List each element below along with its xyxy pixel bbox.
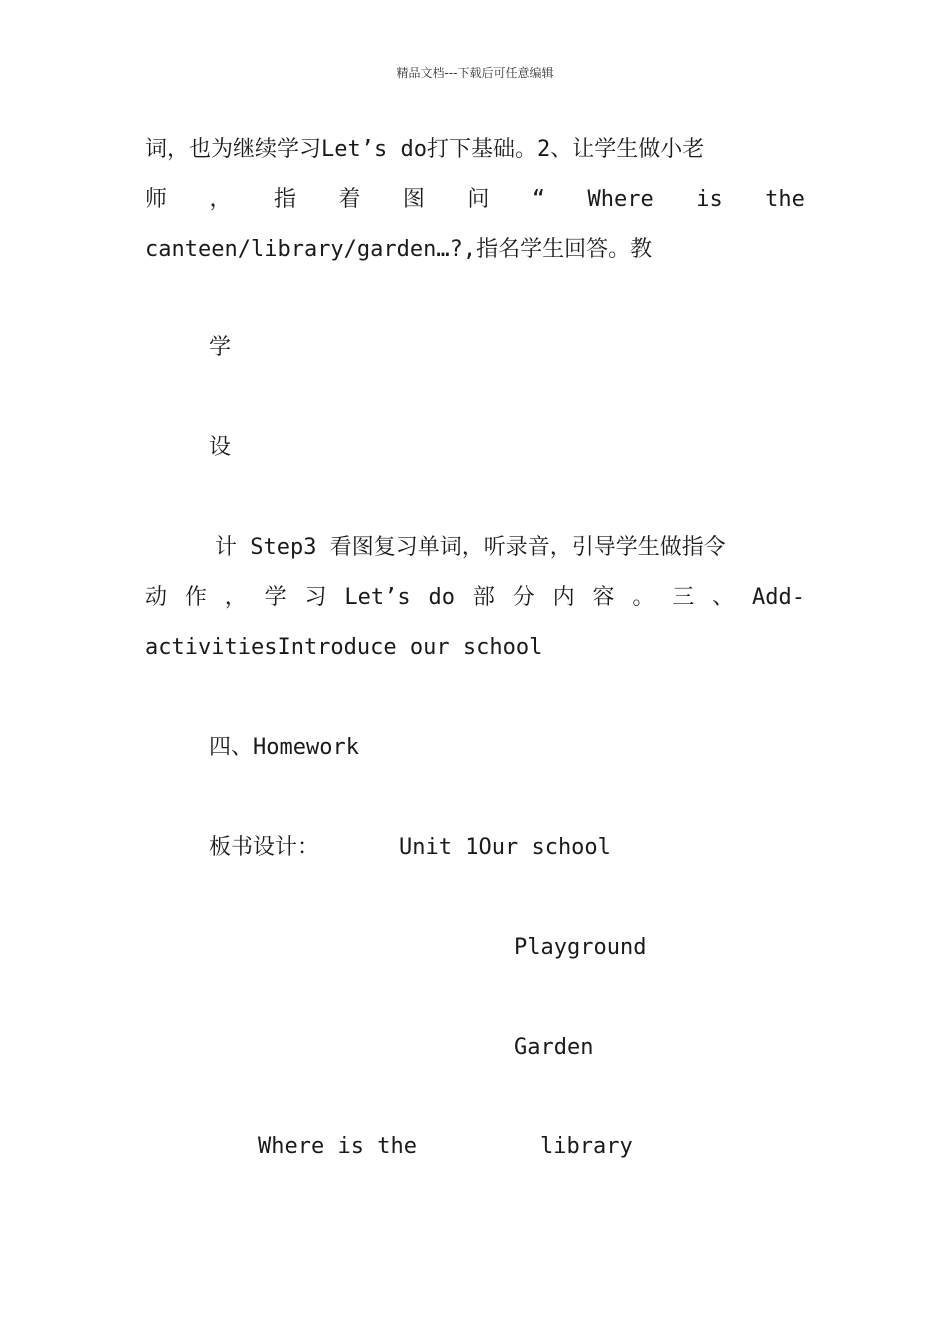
paragraph-2-line-2-token: do	[428, 585, 455, 610]
paragraph-2-line-2-token: Let’s	[344, 585, 411, 610]
vertical-label-char-2: 设	[209, 435, 232, 460]
paragraph-2-line-2-token: 学	[264, 585, 287, 610]
paragraph-2-line-1-text: Step3 看图复习单词，听录音，引导学生做指令	[250, 535, 726, 560]
paragraph-2-line-2-token: 容	[592, 585, 615, 610]
paragraph-2-line-2-token: 。	[632, 585, 655, 610]
paragraph-2-line-1	[145, 523, 805, 573]
paragraph-2-line-2-token: 动	[145, 585, 168, 610]
paragraph-1-line-2-token: “	[531, 187, 546, 212]
paragraph-1-line-1: 词，也为继续学习Let’s do打下基础。2、让学生做小老	[145, 137, 705, 162]
paragraph-2-line-2	[145, 573, 805, 623]
paragraph-1	[145, 125, 805, 275]
paragraph-2-line-2-token: Add-	[751, 585, 805, 610]
paragraph-1-line-3: canteen/library/garden…?,指名学生回答。教	[145, 237, 653, 262]
paragraph-2-line-2-token: ，	[224, 585, 247, 610]
paragraph-1-line-2-token: is	[696, 187, 723, 212]
paragraph-2-line-2-token: 内	[552, 585, 575, 610]
paragraph-1-line-2-token: ，	[209, 187, 232, 212]
paragraph-2-line-2-token: 三	[672, 585, 695, 610]
board-design-title: Unit 1Our school	[399, 835, 611, 860]
vertical-label-char-3: 计	[215, 535, 238, 560]
paragraph-1-line-2	[145, 175, 805, 225]
paragraph-1-line-2-token: 指	[273, 187, 296, 212]
board-item-playground: Playground	[514, 935, 647, 960]
paragraph-1-line-2-token: 着	[338, 187, 361, 212]
paragraph-1-line-2-token: 师	[145, 187, 168, 212]
paragraph-2-line-2-token: 部	[472, 585, 495, 610]
paragraph-1-line-2-token: the	[765, 187, 805, 212]
paragraph-2-line-3: activitiesIntroduce our school	[145, 635, 543, 660]
board-design-label: 板书设计：	[209, 835, 320, 860]
paragraph-2-line-2-token: 、	[712, 585, 735, 610]
homework-heading: 四、Homework	[209, 735, 359, 760]
board-item-library: library	[540, 1134, 633, 1159]
board-question: Where is the	[258, 1134, 417, 1159]
paragraph-2	[145, 523, 805, 673]
paragraph-1-line-2-token: 图	[402, 187, 425, 212]
paragraph-2-line-2-token: 作	[184, 585, 207, 610]
board-item-garden: Garden	[514, 1035, 594, 1060]
paragraph-2-line-2-token: 习	[304, 585, 327, 610]
paragraph-2-line-2-token: 分	[512, 585, 535, 610]
paragraph-1-line-2-token: Where	[587, 187, 654, 212]
page-header: 精品文档---下载后可任意编辑	[396, 66, 554, 80]
vertical-label-char-1: 学	[209, 335, 232, 360]
paragraph-1-line-2-token: 问	[467, 187, 490, 212]
